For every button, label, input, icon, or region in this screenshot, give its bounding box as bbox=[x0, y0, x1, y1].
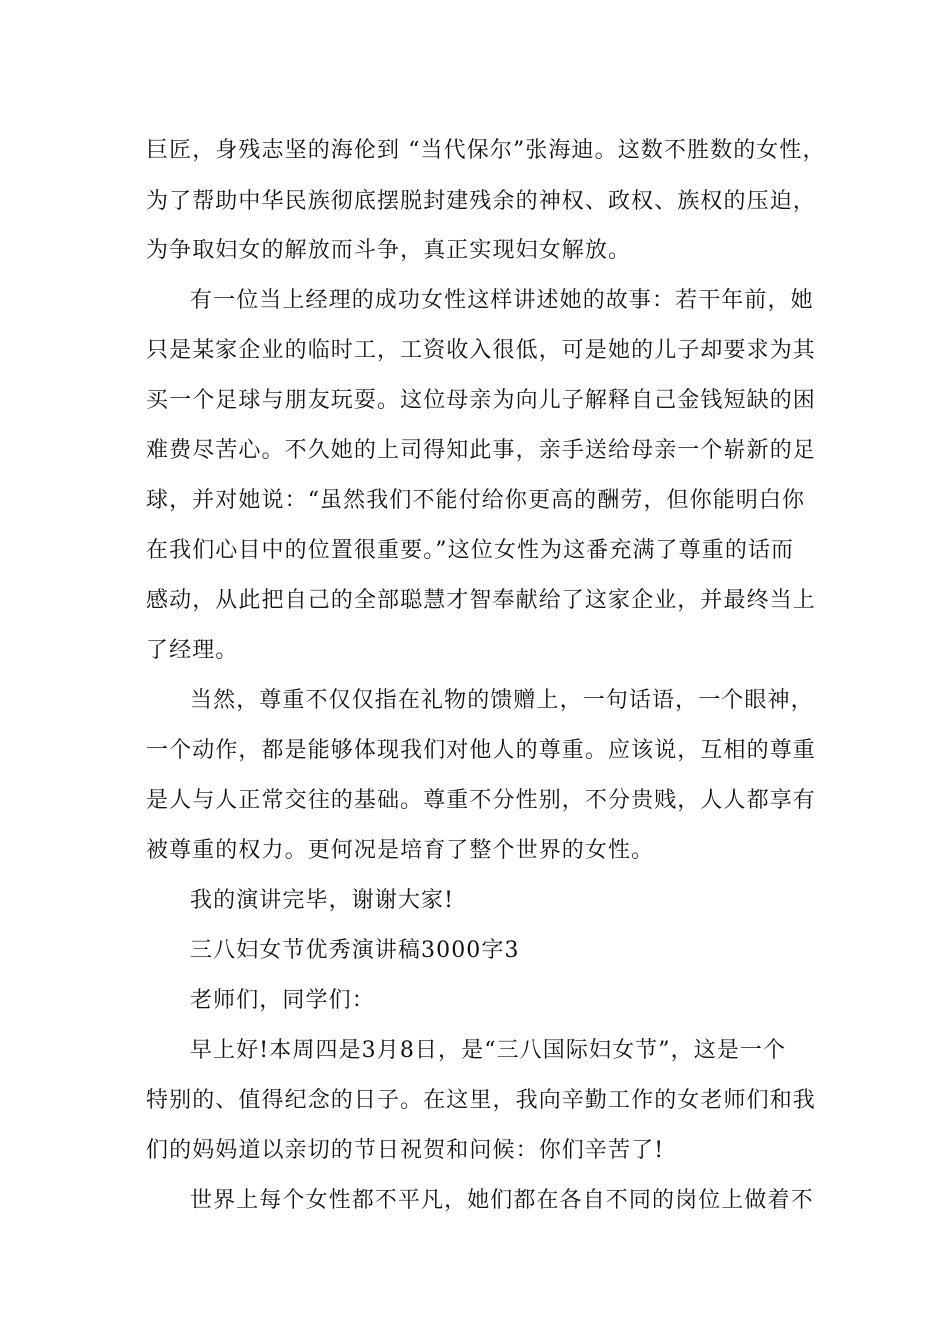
paragraph-start-line: 世界上每个女性都不平凡，她们都在各自不同的岗位上做着不 bbox=[190, 1188, 814, 1213]
paragraph-start-line: 有一位当上经理的成功女性这样讲述她的故事：若干年前，她 bbox=[190, 288, 814, 313]
salutation: 老师们，同学们： bbox=[190, 988, 375, 1013]
text-line: 特别的、值得纪念的日子。在这里，我向辛勤工作的女老师们和我 bbox=[146, 1088, 816, 1113]
closing-line: 我的演讲完毕，谢谢大家! bbox=[190, 888, 455, 913]
text-line: 为了帮助中华民族彻底摆脱封建残余的神权、政权、族权的压迫， bbox=[146, 189, 816, 214]
text-line: 买一个足球与朋友玩耍。这位母亲为向儿子解释自己金钱短缺的困 bbox=[146, 388, 816, 413]
text-line: 感动，从此把自己的全部聪慧才智奉献给了这家企业，并最终当上 bbox=[146, 588, 816, 613]
text-line: 们的妈妈道以亲切的节日祝贺和问候：你们辛苦了! bbox=[146, 1138, 665, 1163]
text-line: 在我们心目中的位置很重要。”这位女性为这番充满了尊重的话而 bbox=[146, 538, 795, 563]
text-line: 只是某家企业的临时工，工资收入很低，可是她的儿子却要求为其 bbox=[146, 338, 816, 363]
section-heading: 三八妇女节优秀演讲稿3000字3 bbox=[190, 938, 520, 963]
paragraph-start-line: 早上好!本周四是3月8日，是“三八国际妇女节”，这是一个 bbox=[190, 1038, 787, 1063]
text-line: 巨匠，身残志坚的海伦到 “当代保尔”张海迪。这数不胜数的女性， bbox=[146, 138, 826, 163]
text-line: 难费尽苦心。不久她的上司得知此事，亲手送给母亲一个崭新的足 bbox=[146, 438, 816, 463]
text-line: 被尊重的权力。更何况是培育了整个世界的女性。 bbox=[146, 838, 655, 863]
paragraph-start-line: 当然，尊重不仅仅指在礼物的馈赠上，一句话语，一个眼神， bbox=[190, 688, 814, 713]
text-line: 是人与人正常交往的基础。尊重不分性别，不分贵贱，人人都享有 bbox=[146, 788, 816, 813]
text-line: 为争取妇女的解放而斗争，真正实现妇女解放。 bbox=[146, 238, 632, 263]
text-line: 一个动作，都是能够体现我们对他人的尊重。应该说，互相的尊重 bbox=[146, 738, 816, 763]
text-line: 了经理。 bbox=[146, 638, 239, 663]
text-line: 球，并对她说：“虽然我们不能付给你更高的酬劳，但你能明白你 bbox=[146, 488, 806, 513]
